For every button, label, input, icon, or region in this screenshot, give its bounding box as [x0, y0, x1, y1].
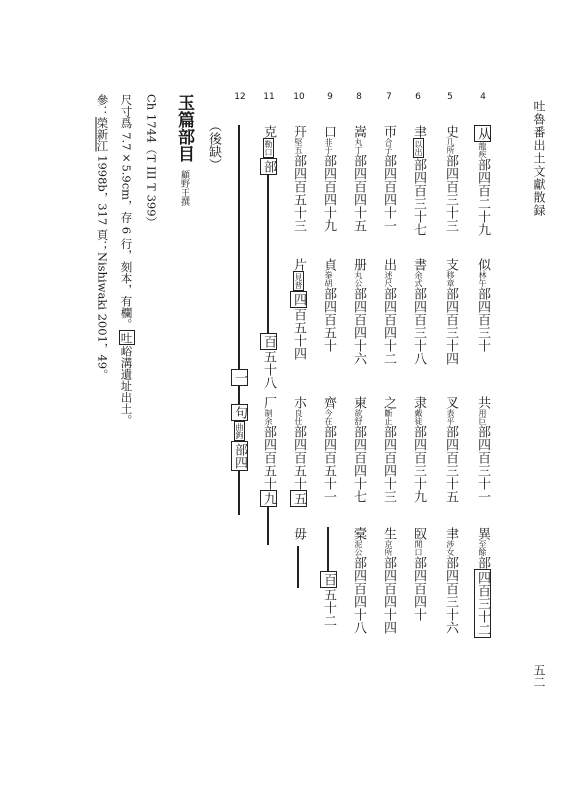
radical-entry-damaged: 毋 — [292, 527, 305, 588]
radical-entry: 支移章部四百三十四 — [443, 258, 458, 365]
description: 尺寸爲 7.7×5.9cm，存 6 行，刻本，有欄。吐峪溝遺址出土。 — [119, 94, 134, 426]
radical-entry: 生京所部四百四十四 — [381, 527, 396, 634]
article-author: 顧野王撰 — [179, 170, 189, 206]
radical-entry: 之斷止部四百四十三 — [381, 396, 396, 503]
radical-entry: 槖泥公部四百四十八 — [351, 527, 366, 634]
radical-entry-damaged: 句曲鉤部四 — [233, 404, 246, 515]
lacuna-note: （後缺） — [206, 119, 221, 171]
line-number: 7 — [386, 92, 392, 102]
radical-entry: 叉表平部四百三十五 — [443, 396, 458, 503]
radical-entry: 聿涉女部四百三十六 — [443, 527, 458, 634]
page-number: 五二 — [532, 664, 546, 688]
radical-entry: 片見普四百五十四 — [291, 258, 306, 360]
radical-entry: 册丸公部四百四十六 — [351, 258, 366, 365]
radical-entry-damaged: 一 — [233, 125, 246, 404]
radical-entry: 似林午部四百三十 — [475, 258, 490, 352]
line-number: 4 — [480, 92, 486, 102]
radical-entry: 隶戴徒部四百三十九 — [411, 396, 426, 503]
line-number: 5 — [447, 92, 453, 102]
radical-entry: 異至餘部四百三十二 — [475, 527, 490, 636]
radical-entry: 東欲舒部四百四十七 — [351, 396, 366, 503]
radical-entry: 厂制余部四百五十九 — [262, 396, 275, 545]
line-number: 6 — [415, 92, 421, 102]
radical-entry: 幵堅五部四百五十三 — [291, 125, 306, 232]
article-title: 玉篇部目顧野王撰 — [174, 94, 194, 206]
radical-entry: 朩良仕部四百五十五 — [291, 396, 306, 505]
radical-entry: 共用巨部四百三十一 — [475, 396, 490, 503]
radical-entry: 口非于部四百四十九 — [321, 125, 336, 232]
radical-entry: 臤閒口部四百四十 — [411, 527, 426, 621]
running-header: 吐魯番出土文獻散録 — [532, 100, 546, 217]
line-number: 8 — [356, 92, 362, 102]
radical-entry: 嵩丸丁部四百四十五 — [351, 125, 366, 232]
radical-entry: 从龍疾部四百二十九 — [475, 127, 490, 236]
radical-entry: 貞拳胡部四百五十 — [321, 258, 336, 352]
radical-entry: 齊今在部四百五十一 — [321, 396, 336, 503]
radical-entry: 書余式部四百三十八 — [411, 258, 426, 365]
line-number: 9 — [327, 92, 333, 102]
radical-entry: 出述尺部四百四十二 — [381, 258, 396, 365]
line-number: 11 — [263, 92, 275, 102]
reference: 參：榮新江 1998b，317 頁；Nishiwaki 2001，49。 — [95, 94, 110, 381]
radical-entry-damaged: 克勒口部百五十八 — [261, 125, 276, 389]
line-number: 12 — [234, 92, 246, 102]
radical-entry: 史几所部四百三十三 — [443, 125, 458, 232]
radical-entry: 帀合子部四百四十一 — [381, 125, 396, 232]
radical-entry: 聿以出部四百三十七 — [411, 125, 426, 236]
catalog-number: Ch 1744（T III T 399） — [144, 94, 159, 229]
radical-entry-damaged: 百五十二 — [322, 527, 335, 627]
line-number: 10 — [293, 92, 305, 102]
